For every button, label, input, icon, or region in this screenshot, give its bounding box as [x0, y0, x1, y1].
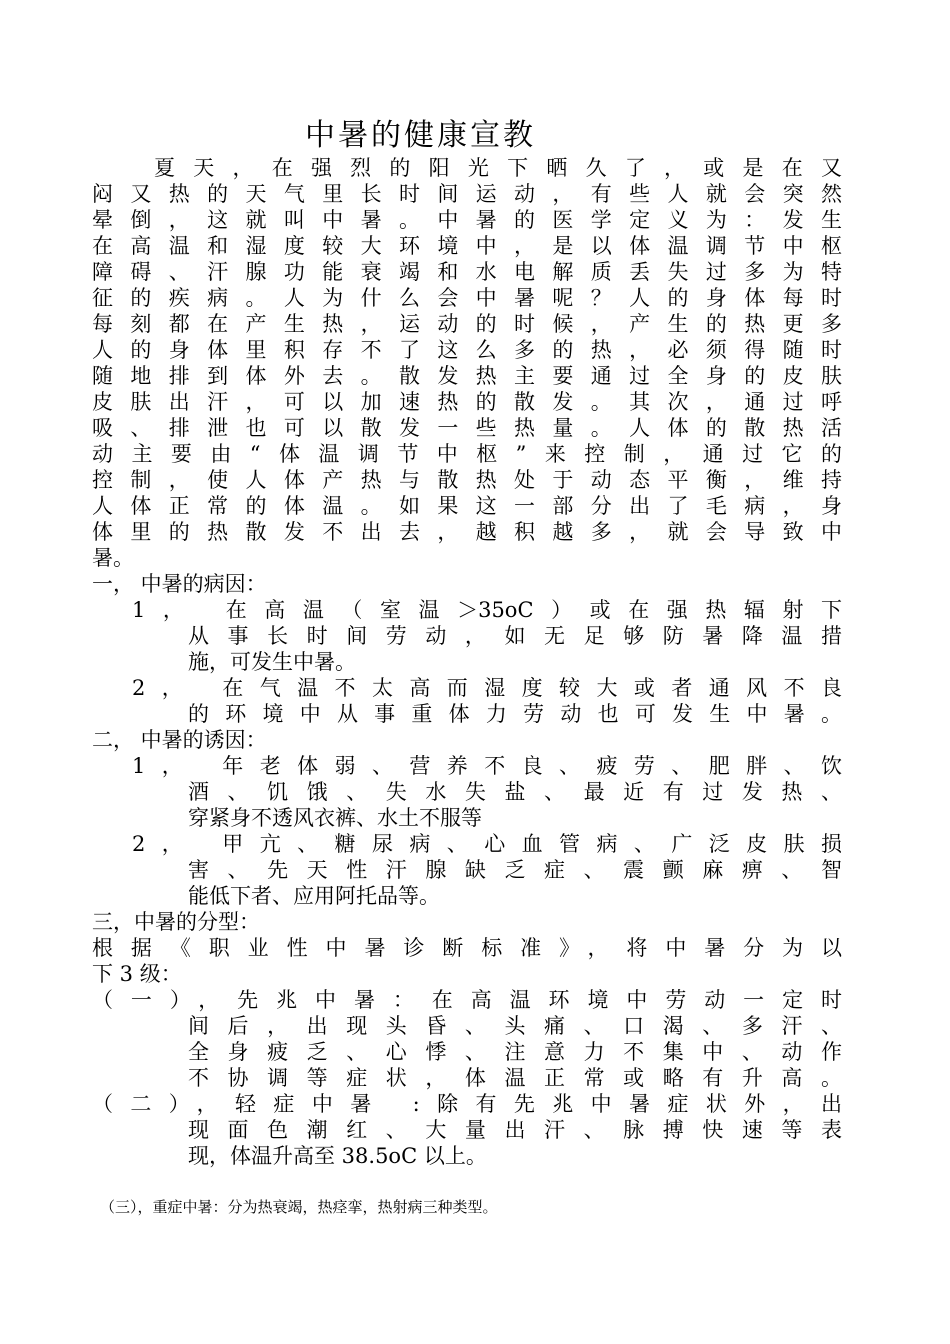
footer-note: （三），重症中暑：分为热衰竭，热痉挛，热射病三种类型。: [100, 1198, 498, 1216]
text-line: 暑。: [92, 546, 134, 570]
text-line: 三，中暑的分型：: [92, 910, 260, 934]
text-line: 不协调等症状，体温正常或略有升高。: [188, 1066, 842, 1090]
text-line: 闷又热的天气里长时间运动，有些人就会突然: [92, 182, 842, 206]
text-line: 一， 中暑的病因：: [92, 572, 267, 596]
text-line: 随地排到体外去。散发热主要通过全身的皮肤: [92, 364, 842, 388]
text-line: 吸、排泄也可以散发一些热量。人体的散热活: [92, 416, 842, 440]
text-line: 体里的热散发不出去，越积越多，就会导致中: [92, 520, 842, 544]
text-line: 皮肤出汗，可以加速热的散发。其次，通过呼: [92, 390, 842, 414]
page-title: 中暑的健康宣教: [305, 118, 536, 153]
text-line: 酒、饥饿、失水失盐、最近有过发热、: [188, 780, 842, 804]
text-line: 施，可发生中暑。: [188, 650, 356, 674]
text-line: 害、先天性汗腺缺乏症、震颤麻痹、智: [188, 858, 842, 882]
text-line: 1， 在高温（室温＞35oC）或在强热辐射下: [132, 598, 842, 622]
text-line: 晕倒，这就叫中暑。中暑的医学定义为：发生: [92, 208, 842, 232]
text-line: 现，体温升高至 38.5oC 以上。: [188, 1144, 487, 1168]
text-line: 2， 甲亢、糖尿病、心血管病、广泛皮肤损: [132, 832, 842, 856]
text-line: 夏天，在强烈的阳光下晒久了，或是在又: [154, 156, 842, 180]
text-line: 在高温和湿度较大环境中，是以体温调节中枢: [92, 234, 842, 258]
text-line: 1， 年老体弱、营养不良、疲劳、肥胖、饮: [132, 754, 842, 778]
text-line: 人的身体里积存不了这么多的热，必须得随时: [92, 338, 842, 362]
text-line: 根据《职业性中暑诊断标准》，将中暑分为以: [92, 936, 842, 960]
text-line: 2， 在气温不太高而湿度较大或者通风不良: [132, 676, 842, 700]
text-line: （二），轻症中暑 :除有先兆中暑症状外，出: [92, 1092, 842, 1116]
document-body: [92, 155, 842, 1169]
text-line: 现面色潮红、大量出汗、脉搏快速等表: [188, 1118, 842, 1142]
text-line: 征的疾病。人为什么会中暑呢？人的身体每时: [92, 286, 842, 310]
text-line: 每刻都在产生热，运动的时候，产生的热更多: [92, 312, 842, 336]
text-line: 控制，使人体产热与散热处于动态平衡，维持: [92, 468, 842, 492]
text-line: 穿紧身不透风衣裤、水土不服等: [188, 806, 482, 830]
text-line: 障碍、汗腺功能衰竭和水电解质丢失过多为特: [92, 260, 842, 284]
text-line: 全身疲乏、心悸、注意力不集中、动作: [188, 1040, 842, 1064]
text-line: 能低下者、应用阿托品等。: [188, 884, 440, 908]
text-line: 动主要由“体温调节中枢”来控制，通过它的: [92, 442, 842, 466]
text-line: 二， 中暑的诱因：: [92, 728, 267, 752]
text-line: 从事长时间劳动，如无足够防暑降温措: [188, 624, 842, 648]
text-line: 的环境中从事重体力劳动也可发生中暑。: [188, 702, 842, 726]
text-line: 间后，出现头昏、头痛、口渴、多汗、: [188, 1014, 842, 1038]
text-line: 人体正常的体温。如果这一部分出了毛病，身: [92, 494, 842, 518]
text-line: （一），先兆中暑：在高温环境中劳动一定时: [92, 988, 842, 1012]
text-line: 下 3 级：: [92, 962, 182, 986]
